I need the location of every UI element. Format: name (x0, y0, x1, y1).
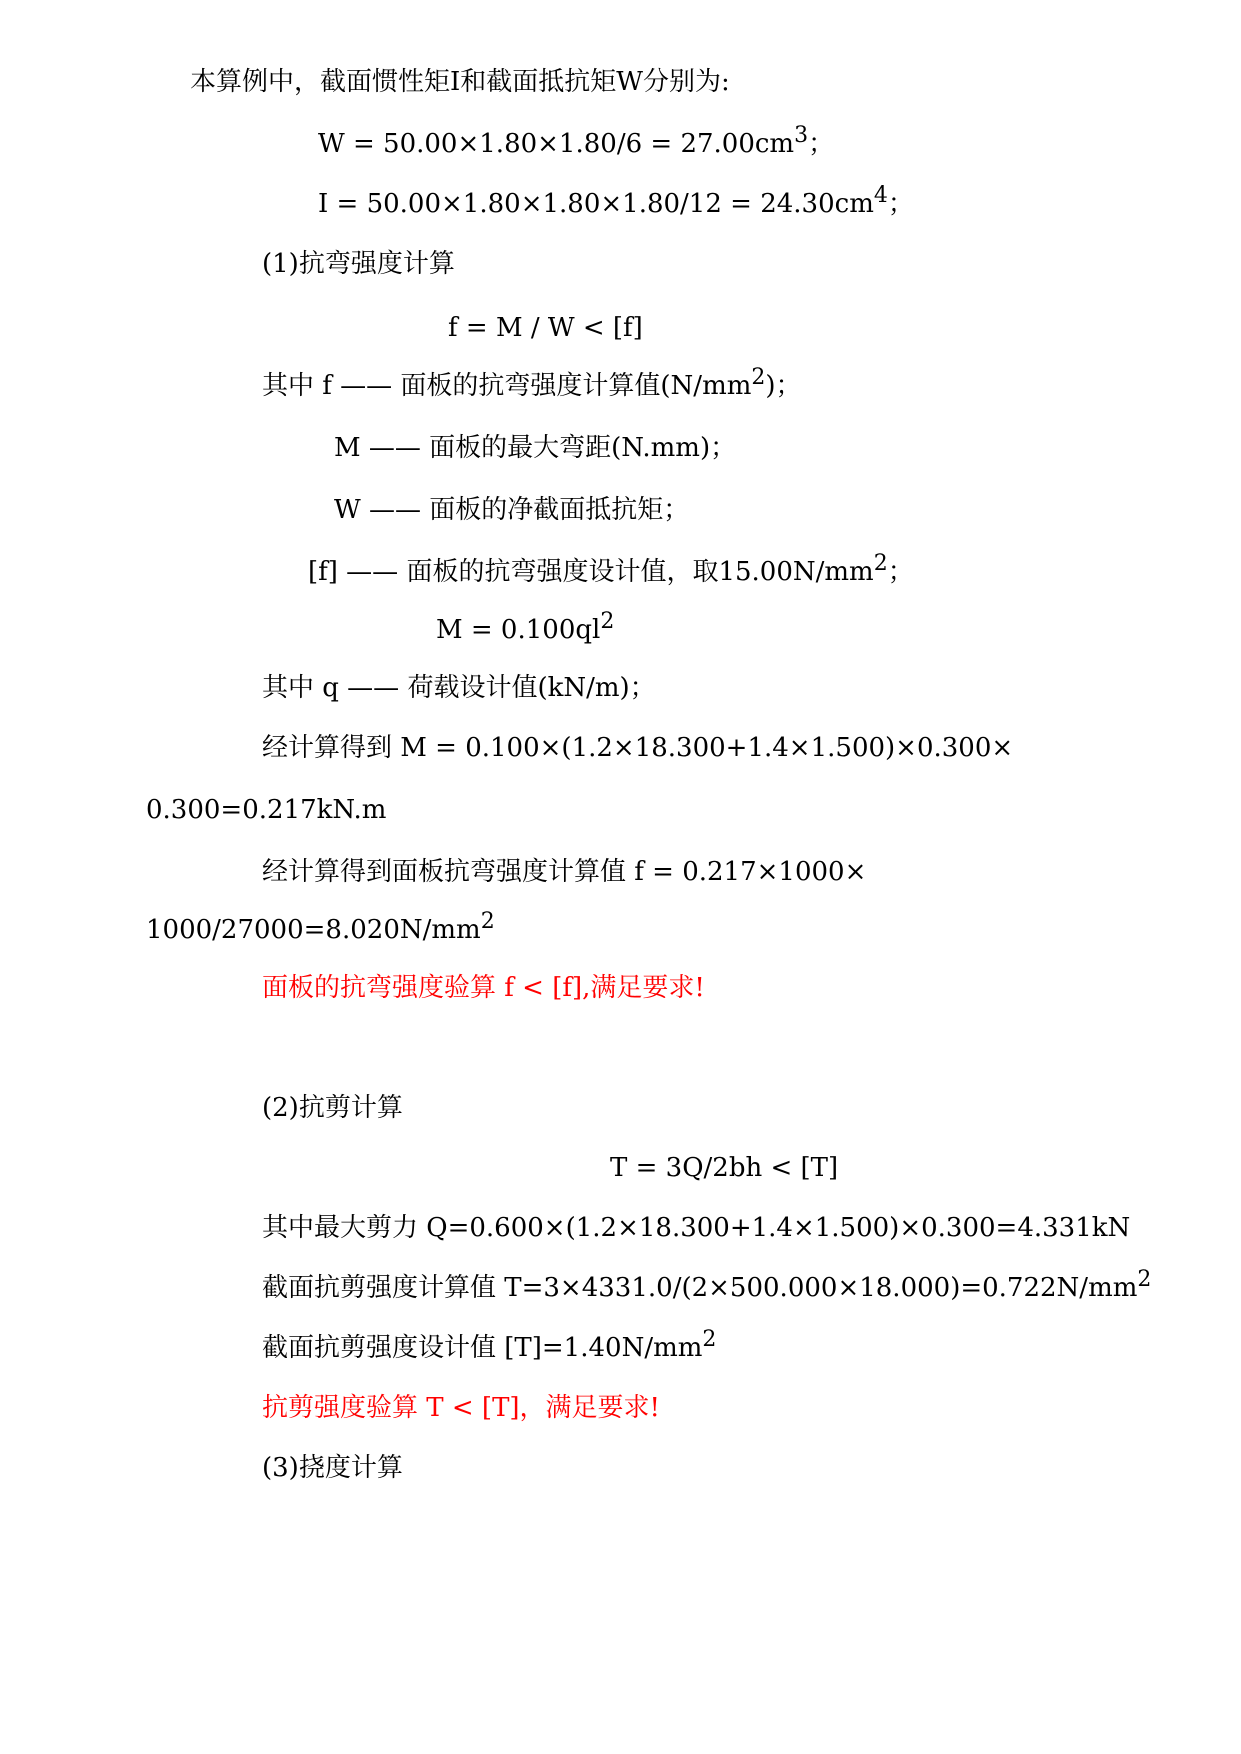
moment-calc-line-1: 经计算得到 M = 0.100×(1.2×18.300+1.4×1.500)×0.300× (262, 733, 1014, 763)
stress-calc-line-2: $1000/27000=8.020N/mm^2$ (146, 909, 495, 945)
definition-w: W —— 面板的净截面抵抗矩； (334, 495, 690, 525)
definition-design-f: [f] —— 面板的抗弯强度设计值，取$15.00N/mm^2$； (308, 551, 914, 587)
shear-formula: T = 3Q/2bh < [T] (610, 1153, 839, 1183)
bending-formula: f = M / W < [f] (448, 313, 643, 343)
shear-stress-calc: 截面抗剪强度计算值 $T=3\times 4331.0/(2\times 500.000\times 18.000)=0.722N/mm^2$ (262, 1267, 1152, 1303)
moment-calc-line-2: 0.300=0.217kN.m (146, 795, 387, 825)
shear-design-value: 截面抗剪强度设计值 $[T]=1.40N/mm^2$ (262, 1327, 717, 1363)
section-modulus-formula: $W = 50.00\times 1.80\times 1.80/6 = 27.00cm^3$； (318, 123, 835, 159)
section-2-title: (2)抗剪计算 (262, 1093, 403, 1123)
definition-q: 其中 q —— 荷载设计值(kN/m)； (262, 673, 656, 703)
moment-of-inertia-formula: $I = 50.00\times 1.80\times 1.80\times 1.80/12 = 24.30cm^4$； (318, 183, 914, 219)
moment-formula: $M = 0.100ql^2$ (436, 609, 615, 645)
intro-text: 本算例中，截面惯性矩I和截面抵抗矩W分别为: (190, 67, 730, 97)
max-shear-calc: 其中最大剪力 Q=0.600×(1.2×18.300+1.4×1.500)×0.300=4.331kN (262, 1213, 1131, 1243)
section-3-title: (3)挠度计算 (262, 1453, 403, 1483)
bending-check-result: 面板的抗弯强度验算 f < [f],满足要求! (262, 973, 705, 1003)
shear-check-result: 抗剪强度验算 T < [T]，满足要求! (262, 1393, 660, 1423)
definition-f: 其中 f —— 面板的抗弯强度计算值$(N/mm^2)$； (262, 365, 802, 401)
section-1-title: (1)抗弯强度计算 (262, 249, 455, 279)
stress-calc-line-1: 经计算得到面板抗弯强度计算值 f = 0.217×1000× (262, 857, 867, 887)
definition-m: M —— 面板的最大弯距(N.mm)； (334, 433, 737, 463)
